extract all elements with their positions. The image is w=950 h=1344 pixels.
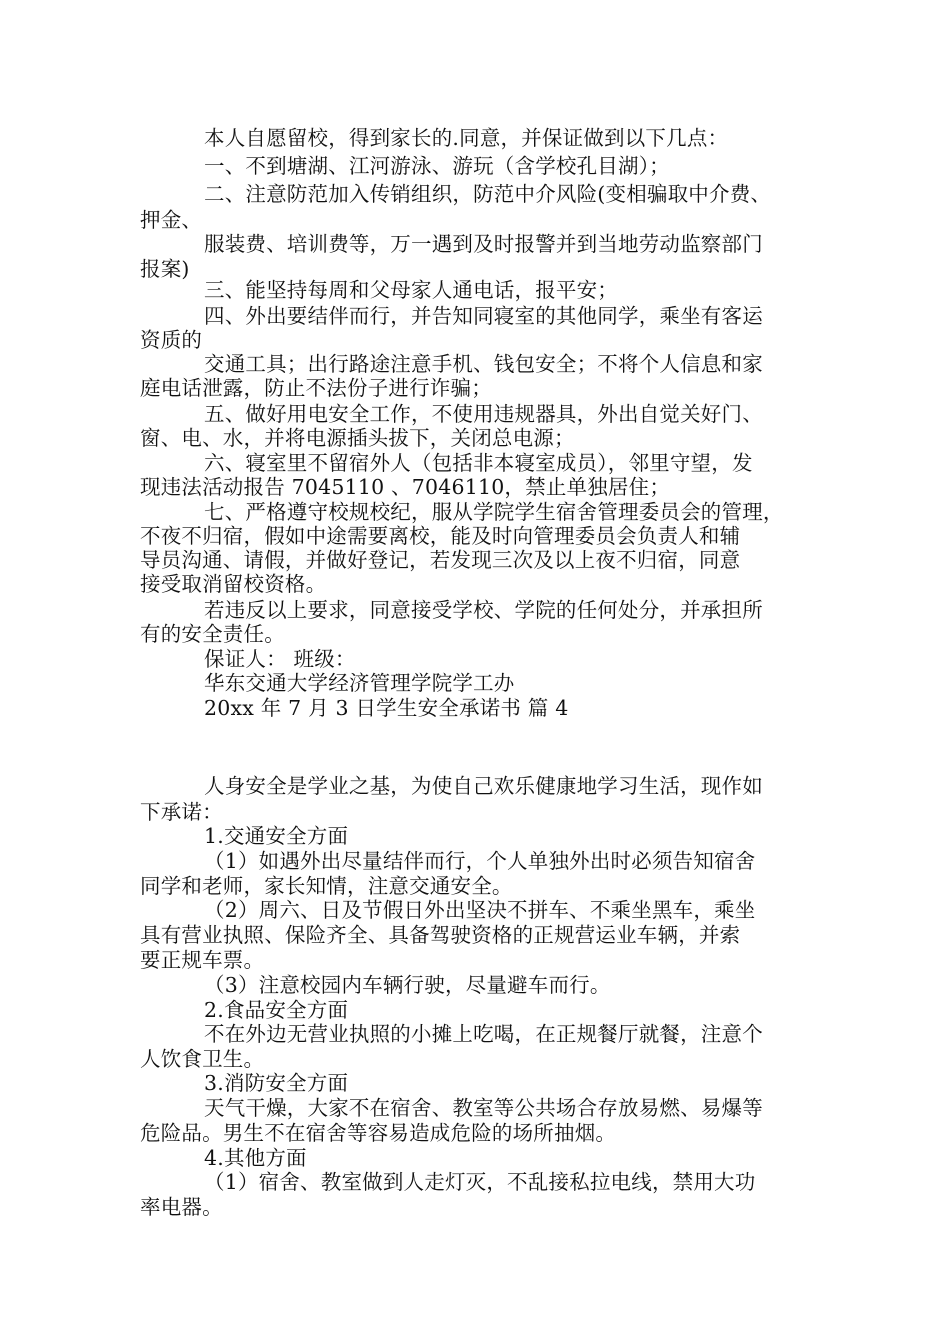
pledge-item-2-line-4: 报案) bbox=[140, 257, 190, 281]
pledge-item-7-line-1: 七、严格遵守校规校纪，服从学院学生宿舍管理委员会的管理， bbox=[204, 500, 784, 524]
pledge-item-6-line-2: 现违法活动报告 7045110 、7046110，禁止单独居住； bbox=[140, 475, 671, 499]
date-and-next-title: 20xx 年 7 月 3 日学生安全承诺书 篇 4 bbox=[204, 696, 569, 720]
pledge-item-7-line-2: 不夜不归宿，假如中途需要离校，能及时向管理委员会负责人和辅 bbox=[140, 524, 741, 548]
pledge-item-2-line-2: 押金、 bbox=[140, 208, 203, 232]
pledge-item-6-line-1: 六、寝室里不留宿外人（包括非本寝室成员），邻里守望，发 bbox=[204, 451, 753, 475]
heading-food-safety: 2.食品安全方面 bbox=[204, 998, 349, 1022]
fire-line-2: 危险品。男生不在宿舍等容易造成危险的场所抽烟。 bbox=[140, 1121, 617, 1145]
pledge-item-4-line-1: 四、外出要结伴而行，并告知同寝室的其他同学，乘坐有客运 bbox=[204, 304, 763, 328]
organization-line: 华东交通大学经济管理学院学工办 bbox=[204, 671, 515, 695]
traffic-item-2-line-3: 要正规车票。 bbox=[140, 948, 265, 972]
other-item-1-line-1: （1）宿舍、教室做到人走灯灭，不乱接私拉电线，禁用大功 bbox=[204, 1170, 756, 1194]
pledge-item-2-line-1: 二、注意防范加入传销组织，防范中介风险(变相骗取中介费、 bbox=[204, 182, 772, 206]
pledge-item-4-line-3: 交通工具；出行路途注意手机、钱包安全；不将个人信息和家 bbox=[204, 352, 763, 376]
heading-other: 4.其他方面 bbox=[204, 1146, 307, 1170]
other-item-1-line-2: 率电器。 bbox=[140, 1195, 223, 1219]
commitment-intro-line-1: 人身安全是学业之基，为使自己欢乐健康地学习生活，现作如 bbox=[204, 774, 763, 798]
pledge-item-4-line-2: 资质的 bbox=[140, 328, 203, 352]
traffic-item-1-line-2: 同学和老师，家长知情，注意交通安全。 bbox=[140, 874, 513, 898]
traffic-item-1-line-1: （1）如遇外出尽量结伴而行，个人单独外出时必须告知宿舍 bbox=[204, 849, 756, 873]
food-line-1: 不在外边无营业执照的小摊上吃喝，在正规餐厅就餐，注意个 bbox=[204, 1022, 763, 1046]
food-line-2: 人饮食卫生。 bbox=[140, 1047, 265, 1071]
pledge-item-1: 一、不到塘湖、江河游泳、游玩（含学校孔目湖）； bbox=[204, 154, 670, 178]
commitment-intro-line-2: 下承诺： bbox=[140, 800, 223, 824]
pledge-item-5-line-2: 窗、电、水，并将电源插头拔下，关闭总电源； bbox=[140, 426, 575, 450]
heading-fire-safety: 3.消防安全方面 bbox=[204, 1071, 349, 1095]
signer-line: 保证人： 班级： bbox=[204, 647, 356, 671]
traffic-item-2-line-2: 具有营业执照、保险齐全、具备驾驶资格的正规营运业车辆，并索 bbox=[140, 923, 741, 947]
pledge-closing-line-1: 若违反以上要求，同意接受学校、学院的任何处分，并承担所 bbox=[204, 598, 763, 622]
pledge-item-4-line-4: 庭电话泄露，防止不法份子进行诈骗； bbox=[140, 376, 492, 400]
pledge-item-7-line-3: 导员沟通、请假，并做好登记，若发现三次及以上夜不归宿，同意 bbox=[140, 548, 741, 572]
pledge-closing-line-2: 有的安全责任。 bbox=[140, 622, 285, 646]
traffic-item-2-line-1: （2）周六、日及节假日外出坚决不拼车、不乘坐黑车，乘坐 bbox=[204, 898, 756, 922]
pledge-item-7-line-4: 接受取消留校资格。 bbox=[140, 572, 327, 596]
pledge-item-5-line-1: 五、做好用电安全工作，不使用违规器具，外出自觉关好门、 bbox=[204, 402, 763, 426]
heading-traffic-safety: 1.交通安全方面 bbox=[204, 824, 349, 848]
pledge-item-2-line-3: 服装费、培训费等，万一遇到及时报警并到当地劳动监察部门 bbox=[204, 232, 763, 256]
pledge-item-3: 三、能坚持每周和父母家人通电话，报平安； bbox=[204, 278, 618, 302]
traffic-item-3: （3）注意校园内车辆行驶，尽量避车而行。 bbox=[204, 973, 611, 997]
fire-line-1: 天气干燥，大家不在宿舍、教室等公共场合存放易燃、易爆等 bbox=[204, 1096, 763, 1120]
pledge-intro: 本人自愿留校，得到家长的.同意，并保证做到以下几点： bbox=[204, 126, 729, 150]
